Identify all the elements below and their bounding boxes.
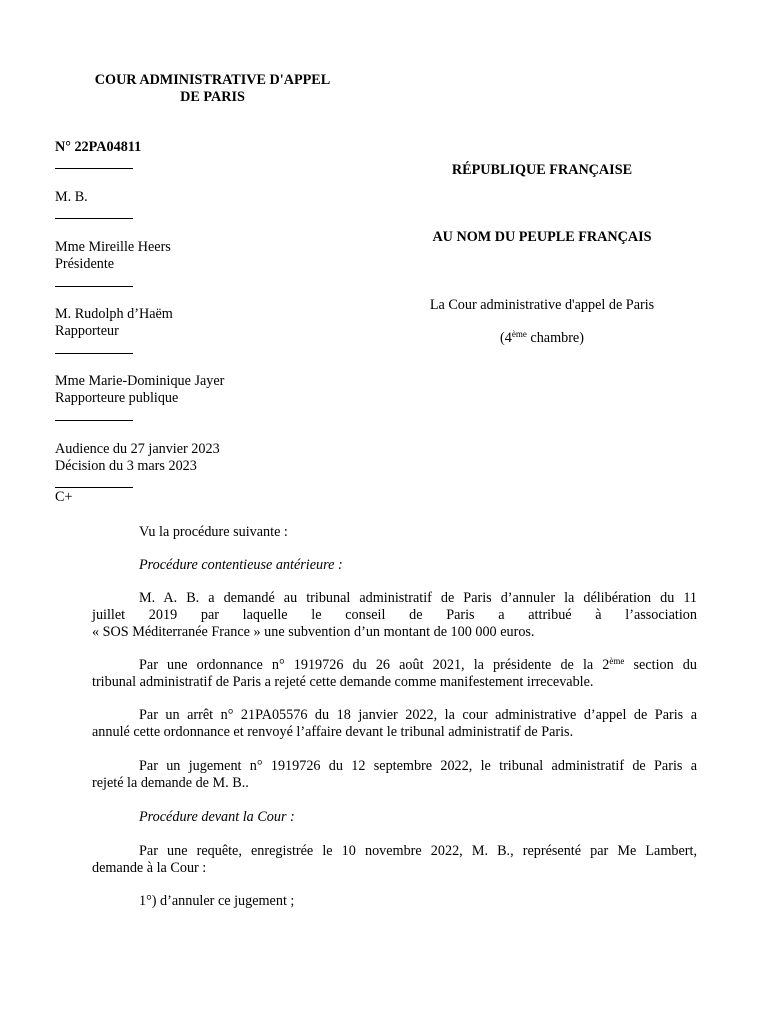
paragraph-3-line2: annulé cette ordonnance et renvoyé l’affaire devant le tribunal administratif de Paris. xyxy=(92,724,574,740)
separator-rule xyxy=(55,420,133,421)
public-rapporteur-name: Mme Marie-Dominique Jayer xyxy=(55,373,225,389)
court-header xyxy=(60,72,365,106)
classification-code: C+ xyxy=(55,489,73,505)
chamber-sup: ème xyxy=(511,329,527,339)
paragraph-5-line2: demande à la Cour : xyxy=(92,860,207,876)
rapporteur-name: M. Rudolph d’Haëm xyxy=(55,306,173,322)
chamber xyxy=(392,330,692,347)
separator-rule xyxy=(55,218,133,219)
republic-heading: RÉPUBLIQUE FRANÇAISE xyxy=(451,162,633,178)
paragraph-2-line2: tribunal administratif de Paris a rejeté cette demande comme manifestement irrecevable. xyxy=(92,674,594,690)
people-heading: AU NOM DU PEUPLE FRANÇAIS xyxy=(432,229,652,245)
separator-rule xyxy=(55,286,133,287)
paragraph-3 xyxy=(92,707,697,741)
paragraph-1 xyxy=(92,590,697,641)
separator-rule xyxy=(55,353,133,354)
paragraph-2-pre: Par une ordonnance n° 1919726 du 26 août 2021, la présidente de la 2 xyxy=(139,657,610,673)
paragraph-6: 1°) d’annuler ce jugement ; xyxy=(139,893,295,909)
intro-line: Vu la procédure suivante : xyxy=(139,524,288,540)
president-block xyxy=(55,239,171,273)
paragraph-2-post: section du xyxy=(624,657,697,673)
paragraph-5-line1: Par une requête, enregistrée le 10 novembre 2022, M. B., représenté par Me Lambert, xyxy=(139,843,697,859)
paragraph-1-line2: juillet 2019 par laquelle le conseil de Paris a attribué à l’association xyxy=(92,607,697,623)
paragraph-4-line2: rejeté la demande de M. B.. xyxy=(92,775,249,791)
paragraph-1-line3: « SOS Méditerranée France » une subvention d’un montant de 100 000 euros. xyxy=(92,624,535,640)
party-name: M. B. xyxy=(55,189,88,205)
audience-date: Audience du 27 janvier 2023 xyxy=(55,441,220,457)
court-header-line2: DE PARIS xyxy=(180,89,245,105)
paragraph-2-sup: ème xyxy=(609,656,625,666)
paragraph-4 xyxy=(92,758,697,792)
separator-rule xyxy=(55,168,133,169)
public-rapporteur-role: Rapporteure publique xyxy=(55,390,179,406)
decision-date: Décision du 3 mars 2023 xyxy=(55,458,197,474)
paragraph-1-line1: M. A. B. a demandé au tribunal administratif de Paris d’annuler la délibération du 11 xyxy=(139,590,697,606)
hearing-block xyxy=(55,441,220,475)
chamber-post: chambre) xyxy=(526,330,584,346)
paragraph-5 xyxy=(92,843,697,877)
paragraph-3-line1: Par un arrêt n° 21PA05576 du 18 janvier 2022, la cour administrative d’appel de Paris a xyxy=(139,707,697,723)
paragraph-4-line1: Par un jugement n° 1919726 du 12 septembre 2022, le tribunal administratif de Paris a xyxy=(139,758,697,774)
separator-rule xyxy=(55,487,133,488)
paragraph-2 xyxy=(92,657,697,691)
rapporteur-role: Rapporteur xyxy=(55,323,119,339)
case-number: N° 22PA04811 xyxy=(55,139,142,155)
rapporteur-block xyxy=(55,306,173,340)
public-rapporteur-block xyxy=(55,373,224,407)
president-role: Présidente xyxy=(55,256,115,272)
court-header-line1: COUR ADMINISTRATIVE D'APPEL xyxy=(94,72,331,88)
president-name: Mme Mireille Heers xyxy=(55,239,171,255)
court-name: La Cour administrative d'appel de Paris xyxy=(429,297,655,313)
heading-court-procedure: Procédure devant la Cour : xyxy=(139,809,295,825)
chamber-pre: (4 xyxy=(500,330,512,346)
heading-prior-procedure: Procédure contentieuse antérieure : xyxy=(139,557,343,573)
paragraph-2-line1 xyxy=(92,657,697,674)
